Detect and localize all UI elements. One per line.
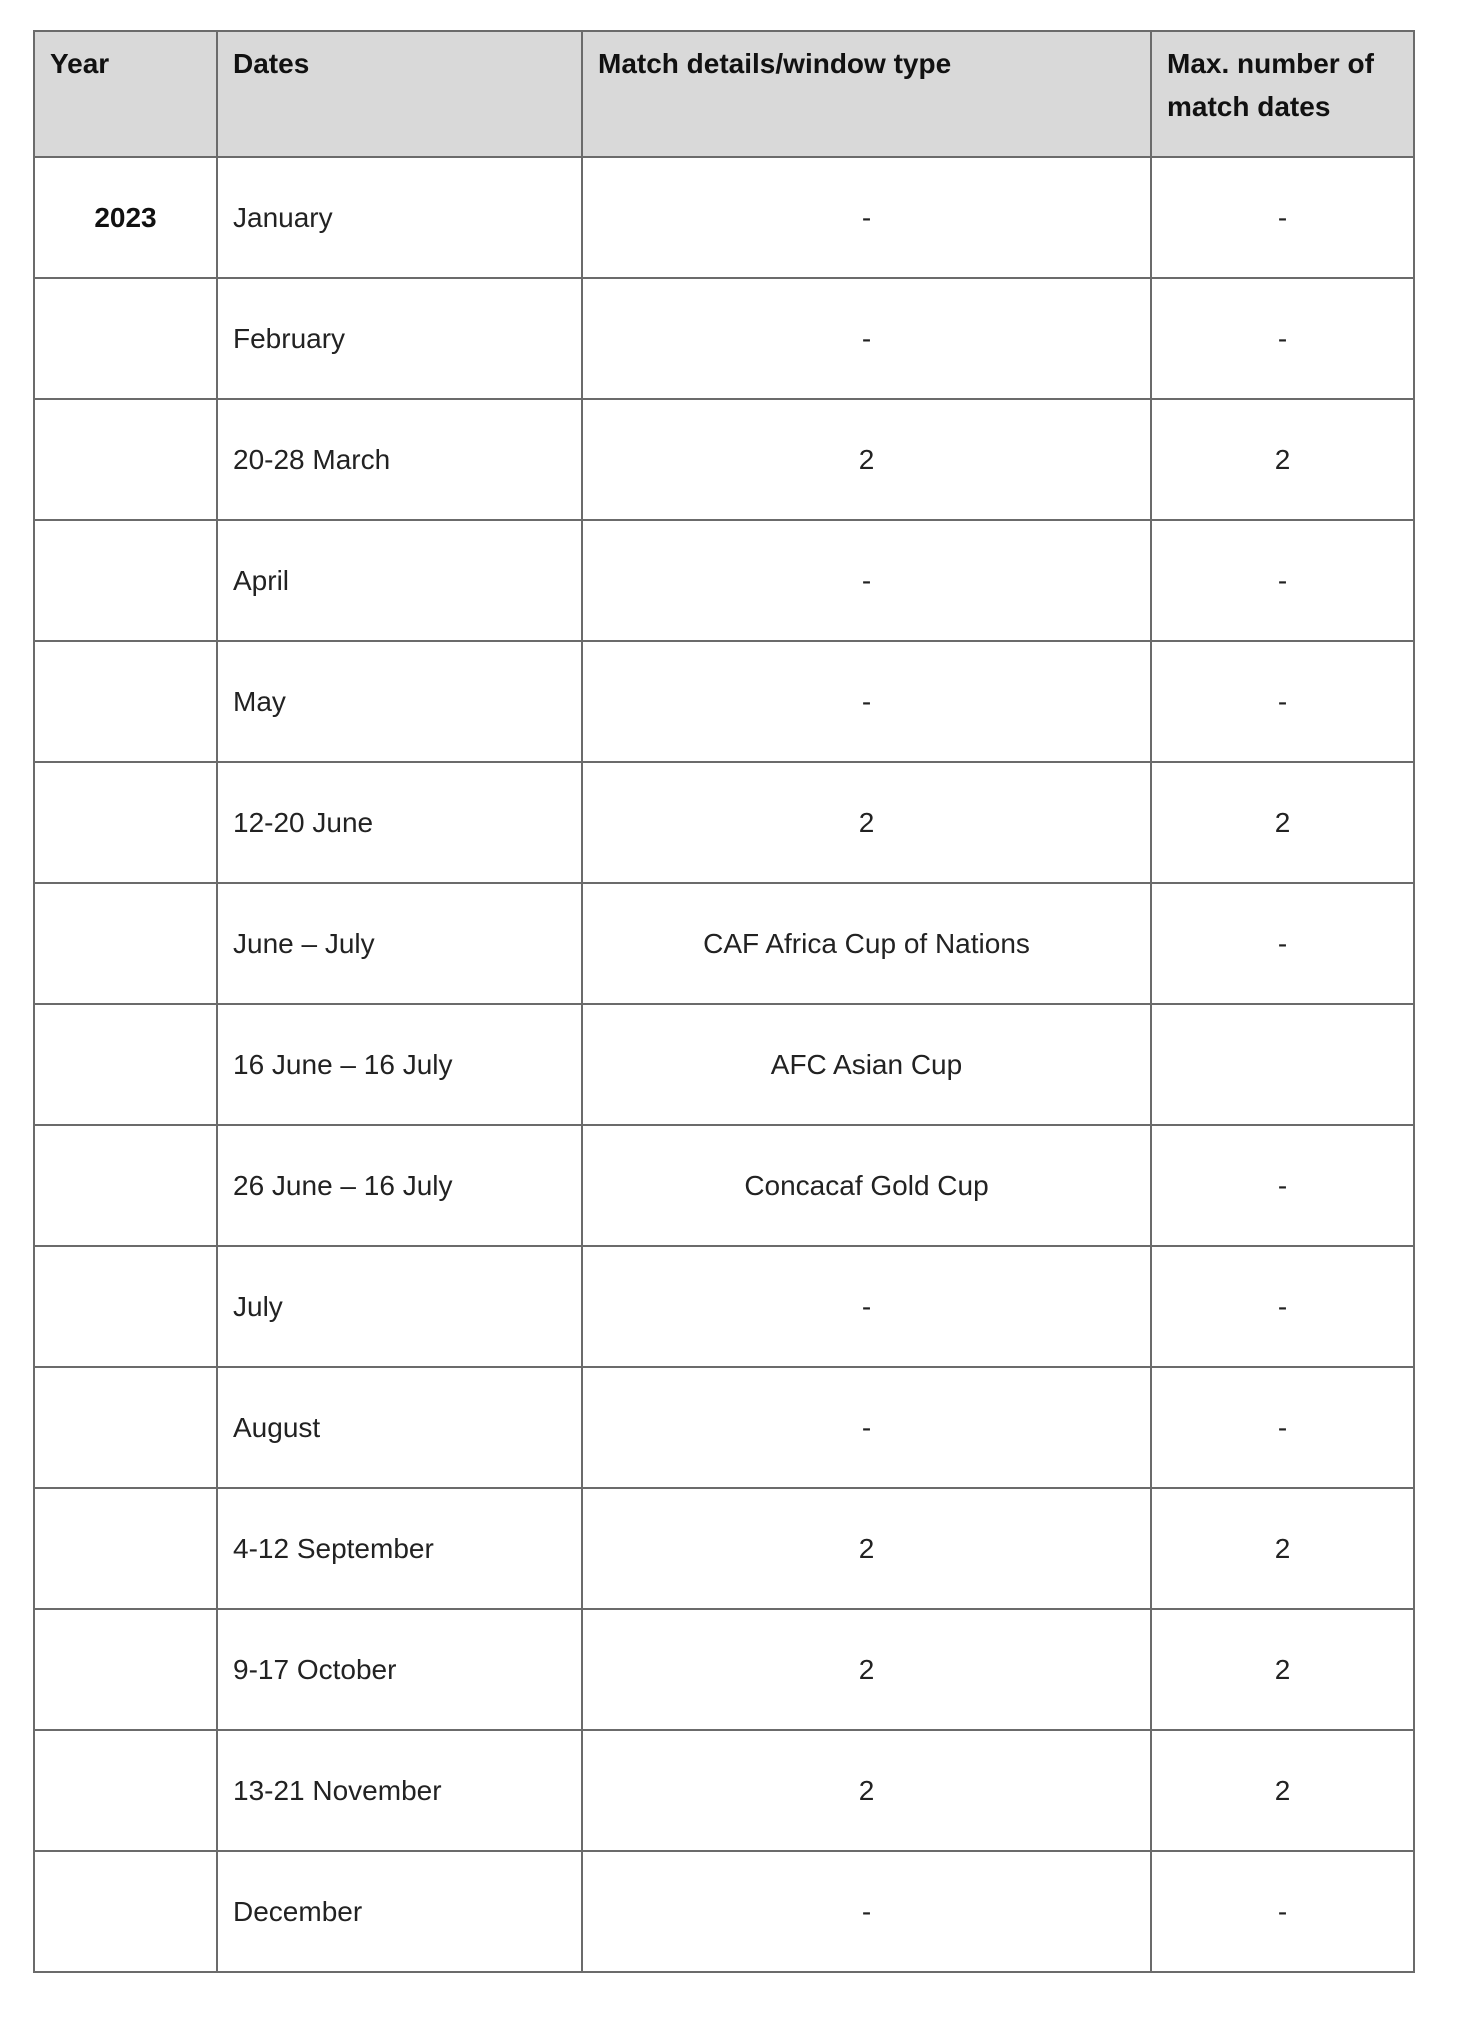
dates-cell: 16 June – 16 July bbox=[217, 1004, 582, 1125]
match-details-cell: Concacaf Gold Cup bbox=[582, 1125, 1151, 1246]
table-row bbox=[34, 762, 1414, 883]
year-cell bbox=[34, 1609, 217, 1730]
dates-cell: 12-20 June bbox=[217, 762, 582, 883]
dates-cell: February bbox=[217, 278, 582, 399]
year-cell bbox=[34, 1488, 217, 1609]
header-dates: Dates bbox=[217, 31, 582, 157]
max-match-dates-cell: 2 bbox=[1151, 1730, 1414, 1851]
max-match-dates-cell: - bbox=[1151, 520, 1414, 641]
match-details-cell: 2 bbox=[582, 399, 1151, 520]
dates-cell: July bbox=[217, 1246, 582, 1367]
dates-cell: December bbox=[217, 1851, 582, 1972]
max-match-dates-cell: - bbox=[1151, 1125, 1414, 1246]
table-row bbox=[34, 641, 1414, 762]
table-row bbox=[34, 883, 1414, 1004]
max-match-dates-cell: 2 bbox=[1151, 762, 1414, 883]
header-max-match-dates: Max. number of match dates bbox=[1151, 31, 1414, 157]
match-details-cell: - bbox=[582, 1246, 1151, 1367]
match-details-cell: - bbox=[582, 1367, 1151, 1488]
table-row bbox=[34, 399, 1414, 520]
match-details-cell: - bbox=[582, 1851, 1151, 1972]
match-details-cell: AFC Asian Cup bbox=[582, 1004, 1151, 1125]
dates-cell: 26 June – 16 July bbox=[217, 1125, 582, 1246]
header-match-details: Match details/window type bbox=[582, 31, 1151, 157]
header-year: Year bbox=[34, 31, 217, 157]
max-match-dates-cell: - bbox=[1151, 157, 1414, 278]
max-match-dates-cell: - bbox=[1151, 883, 1414, 1004]
match-details-cell: - bbox=[582, 520, 1151, 641]
table-row bbox=[34, 1488, 1414, 1609]
year-cell: 2023 bbox=[34, 157, 217, 278]
max-match-dates-cell: 2 bbox=[1151, 1609, 1414, 1730]
year-cell bbox=[34, 641, 217, 762]
table-row bbox=[34, 1609, 1414, 1730]
table-row bbox=[34, 1004, 1414, 1125]
dates-cell: June – July bbox=[217, 883, 582, 1004]
match-details-cell: - bbox=[582, 641, 1151, 762]
table-row bbox=[34, 1367, 1414, 1488]
dates-cell: 9-17 October bbox=[217, 1609, 582, 1730]
year-cell bbox=[34, 399, 217, 520]
match-details-cell: - bbox=[582, 157, 1151, 278]
match-details-cell: 2 bbox=[582, 1730, 1151, 1851]
year-cell bbox=[34, 1125, 217, 1246]
match-details-cell: 2 bbox=[582, 1488, 1151, 1609]
max-match-dates-cell: - bbox=[1151, 278, 1414, 399]
table-row bbox=[34, 1246, 1414, 1367]
year-cell bbox=[34, 1851, 217, 1972]
year-cell bbox=[34, 520, 217, 641]
max-match-dates-cell: - bbox=[1151, 641, 1414, 762]
table-row bbox=[34, 1851, 1414, 1972]
table-row bbox=[34, 520, 1414, 641]
dates-cell: January bbox=[217, 157, 582, 278]
dates-cell: 4-12 September bbox=[217, 1488, 582, 1609]
match-details-cell: 2 bbox=[582, 762, 1151, 883]
year-cell bbox=[34, 1246, 217, 1367]
max-match-dates-cell: - bbox=[1151, 1246, 1414, 1367]
table-row bbox=[34, 1730, 1414, 1851]
year-cell bbox=[34, 1004, 217, 1125]
year-cell bbox=[34, 883, 217, 1004]
max-match-dates-cell bbox=[1151, 1004, 1414, 1125]
dates-cell: April bbox=[217, 520, 582, 641]
header-row bbox=[34, 31, 1414, 157]
table-row bbox=[34, 157, 1414, 278]
year-cell bbox=[34, 1730, 217, 1851]
table-row bbox=[34, 1125, 1414, 1246]
max-match-dates-cell: 2 bbox=[1151, 1488, 1414, 1609]
dates-cell: May bbox=[217, 641, 582, 762]
max-match-dates-cell: - bbox=[1151, 1367, 1414, 1488]
match-details-cell: 2 bbox=[582, 1609, 1151, 1730]
dates-cell: 13-21 November bbox=[217, 1730, 582, 1851]
year-cell bbox=[34, 278, 217, 399]
match-details-cell: - bbox=[582, 278, 1151, 399]
max-match-dates-cell: 2 bbox=[1151, 399, 1414, 520]
dates-cell: 20-28 March bbox=[217, 399, 582, 520]
max-match-dates-cell: - bbox=[1151, 1851, 1414, 1972]
year-cell bbox=[34, 1367, 217, 1488]
dates-cell: August bbox=[217, 1367, 582, 1488]
match-calendar-table bbox=[33, 30, 1415, 1973]
match-details-cell: CAF Africa Cup of Nations bbox=[582, 883, 1151, 1004]
table-row bbox=[34, 278, 1414, 399]
year-cell bbox=[34, 762, 217, 883]
